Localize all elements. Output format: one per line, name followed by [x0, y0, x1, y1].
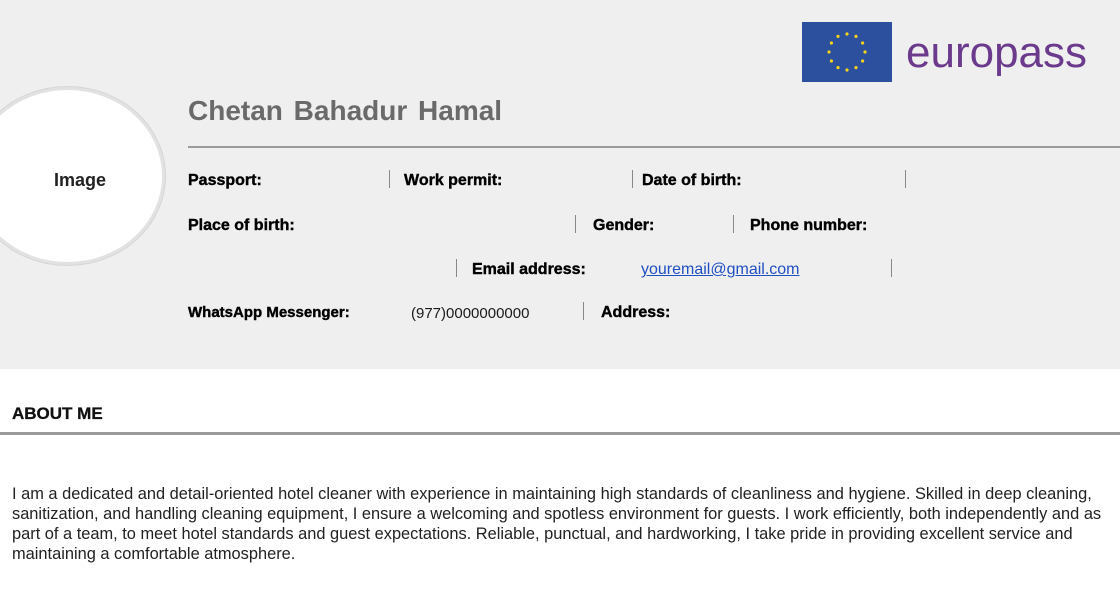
passport-label: Passport: — [188, 172, 262, 189]
field-separator — [456, 259, 457, 277]
eu-star-icon — [845, 68, 848, 71]
field-separator — [583, 302, 584, 320]
eu-star-icon — [854, 66, 857, 69]
about-me-text: I am a dedicated and detail-oriented hotel cleaner with experience in maintaining high standards of cleanliness and hygiene. Skilled in deep cleaning, sanitization, and handling cleaning equipment, I ensure a welcoming and spotless environment for guests. I work efficiently, both independently and as part of a team, to meet hotel standards and guest expectations. Reliable, punctual, and hardworking, I take pride in providing excellent service and maintaining a comfortable atmosphere. — [12, 485, 1102, 563]
eu-star-icon — [863, 50, 866, 53]
eu-star-icon — [854, 35, 857, 38]
field-separator — [891, 259, 892, 277]
header-divider — [188, 146, 1120, 148]
field-separator — [575, 215, 576, 233]
person-name: Chetan Bahadur Hamal — [188, 95, 503, 126]
europass-logo: europass — [906, 28, 1088, 77]
eu-star-icon — [845, 32, 848, 35]
field-separator — [733, 215, 734, 233]
eu-star-icon — [827, 50, 830, 53]
phone-number-label: Phone number: — [750, 217, 868, 234]
about-me-heading: ABOUT ME — [12, 404, 103, 423]
email-address-label: Email address: — [472, 261, 586, 278]
field-separator — [632, 170, 633, 188]
field-separator — [905, 170, 906, 188]
place-of-birth-label: Place of birth: — [188, 217, 295, 234]
work-permit-label: Work permit: — [404, 172, 503, 189]
photo-label: Image — [54, 170, 107, 190]
eu-star-icon — [861, 59, 864, 62]
date-of-birth-label: Date of birth: — [642, 172, 742, 189]
whatsapp-label: WhatsApp Messenger: — [188, 304, 350, 321]
whatsapp-value: (977)0000000000 — [411, 305, 530, 322]
about-divider — [0, 432, 1120, 435]
eu-star-icon — [830, 59, 833, 62]
eu-star-icon — [836, 35, 839, 38]
eu-flag-icon — [802, 22, 892, 82]
eu-star-icon — [830, 41, 833, 44]
email-link[interactable]: youremail@gmail.com — [641, 261, 800, 278]
field-separator — [389, 170, 390, 188]
eu-star-icon — [861, 41, 864, 44]
eu-star-icon — [836, 66, 839, 69]
gender-label: Gender: — [593, 217, 655, 234]
address-label: Address: — [601, 304, 671, 321]
